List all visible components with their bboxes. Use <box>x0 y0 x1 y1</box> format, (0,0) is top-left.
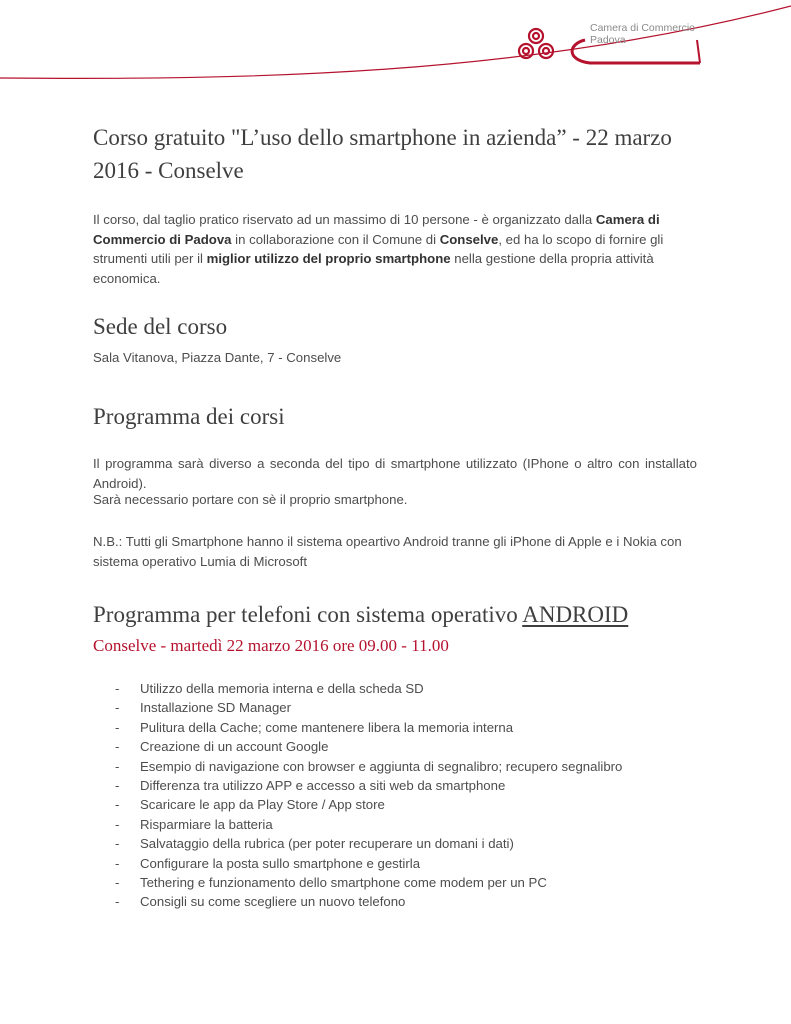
list-item-text: Pulitura della Cache; come mantenere libera la memoria interna <box>140 719 514 735</box>
programma-line-2: Sarà necessario portare con sè il proprio smartphone. <box>93 492 408 507</box>
list-item-text: Differenza tra utilizzo APP e accesso a siti web da smartphone <box>140 778 506 794</box>
list-item <box>115 737 622 756</box>
page-header <box>0 0 791 90</box>
list-item-text: Installazione SD Manager <box>140 700 292 716</box>
list-bullet: - <box>115 875 120 891</box>
list-bullet: - <box>115 797 120 813</box>
list-item-text: Creazione di un account Google <box>140 739 329 755</box>
list-item-text: Scaricare le app da Play Store / App store <box>140 797 385 813</box>
list-bullet: - <box>115 778 120 794</box>
list-bullet: - <box>115 836 120 852</box>
list-item-text: Consigli su come scegliere un nuovo telefono <box>140 894 406 910</box>
list-bullet: - <box>115 681 120 696</box>
list-item <box>115 834 622 853</box>
org-name-line1: Camera di Commercio <box>590 22 696 34</box>
list-item <box>115 698 622 717</box>
android-topics-list <box>115 679 622 912</box>
intro-paragraph <box>93 210 693 288</box>
page-title: Corso gratuito "L’uso dello smartphone in azienda” - 22 marzo 2016 - Conselve <box>93 125 672 183</box>
list-bullet: - <box>115 719 120 735</box>
list-bullet: - <box>115 700 120 716</box>
list-item-text: Risparmiare la batteria <box>140 816 273 832</box>
intro-text-2: in collaborazione con il Comune di <box>231 231 440 247</box>
android-subtitle: Conselve - martedì 22 marzo 2016 ore 09.00 - 11.00 <box>93 636 449 655</box>
programma-note: N.B.: Tutti gli Smartphone hanno il sistema opeartivo Android tranne gli iPhone di Apple e i Nokia con sistema operativo Lumia di Microsoft <box>93 534 682 569</box>
list-item <box>115 679 622 698</box>
list-bullet: - <box>115 894 120 910</box>
list-item <box>115 873 622 892</box>
list-item-text: Esempio di navigazione con browser e aggiunta di segnalibro; recupero segnalibro <box>140 758 623 774</box>
list-bullet: - <box>115 758 120 774</box>
android-heading-os: ANDROID <box>522 602 629 627</box>
org-name <box>590 22 695 46</box>
list-item <box>115 854 622 873</box>
list-bullet: - <box>115 739 120 755</box>
intro-text-3: , ed ha lo scopo di fornire gli strumenti utili per il <box>93 231 664 266</box>
chamber-of-commerce-logo-icon <box>519 29 553 58</box>
list-bullet: - <box>115 816 120 832</box>
sede-heading: Sede del corso <box>93 314 228 339</box>
org-name-line2: Padova <box>590 34 626 46</box>
intro-bold-town: Conselve <box>439 231 499 247</box>
intro-bold-organizer: Camera di Commercio di Padova <box>93 212 660 247</box>
list-item-text: Salvataggio della rubrica (per poter recuperare un domani i dati) <box>140 836 514 852</box>
list-item <box>115 757 622 776</box>
list-item <box>115 815 622 834</box>
list-item <box>115 718 622 737</box>
programma-heading: Programma dei corsi <box>93 404 285 429</box>
intro-bold-goal: miglior utilizzo del proprio smartphone <box>206 251 451 266</box>
intro-text-4: nella gestione della propria attività economica. <box>93 251 654 286</box>
android-heading <box>93 601 628 629</box>
sede-address: Sala Vitanova, Piazza Dante, 7 - Conselve <box>93 350 342 365</box>
programma-line-1: Il programma sarà diverso a seconda del tipo di smartphone utilizzato (IPhone o altro con installato Android). <box>93 456 697 491</box>
list-item <box>115 892 622 911</box>
list-item <box>115 776 622 795</box>
intro-text-1: Il corso, dal taglio pratico riservato ad un massimo di 10 persone - è organizzato dalla <box>93 212 596 227</box>
list-item <box>115 795 622 814</box>
android-heading-prefix: Programma per telefoni con sistema operativo <box>93 602 523 627</box>
list-item-text: Utilizzo della memoria interna e della scheda SD <box>140 681 424 696</box>
list-item-text: Configurare la posta sullo smartphone e gestirla <box>140 855 421 871</box>
list-bullet: - <box>115 855 120 871</box>
list-item-text: Tethering e funzionamento dello smartphone come modem per un PC <box>140 875 547 891</box>
